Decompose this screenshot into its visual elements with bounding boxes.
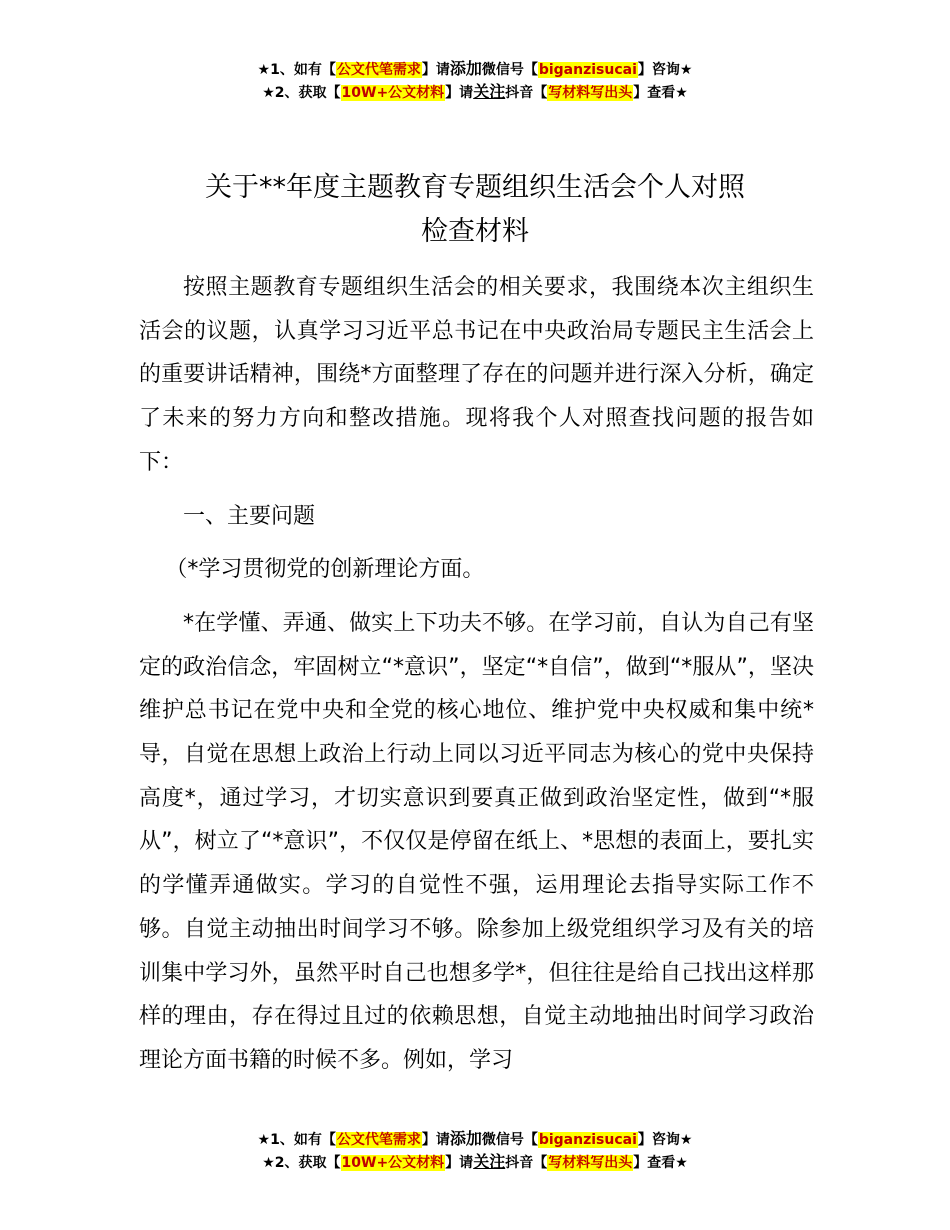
banner-highlight: 写材料写出头 bbox=[548, 1155, 633, 1171]
banner-text: ★1、如有【 bbox=[257, 1132, 336, 1148]
banner-line-1 bbox=[0, 58, 950, 81]
title-line-2: 检查材料 bbox=[421, 216, 529, 247]
banner-highlight: 公文代笔需求 bbox=[336, 62, 421, 78]
banner-text: 抖音【 bbox=[505, 1155, 548, 1171]
banner-text: 】查看★ bbox=[633, 85, 688, 101]
footer-banner bbox=[0, 1128, 950, 1174]
banner-highlight: 10W+公文材料 bbox=[341, 85, 445, 101]
banner-text: 】请 bbox=[445, 1155, 474, 1171]
title-line-1: 关于**年度主题教育专题组织生活会个人对照 bbox=[205, 172, 745, 203]
document-title bbox=[100, 166, 850, 254]
intro-paragraph: 按照主题教育专题组织生活会的相关要求，我围绕本次主组织生活会的议题，认真学习习近平总书记在中央政治局专题民主生活会上的重要讲话精神，围绕*方面整理了存在的问题并进行深入分析，确定了未来的努力方向和整改措施。现将我个人对照查找问题的报告如下： bbox=[139, 275, 814, 475]
document-body bbox=[139, 266, 814, 1083]
banner-text: ★2、获取【 bbox=[262, 1155, 341, 1171]
banner-text: ★2、获取【 bbox=[262, 85, 341, 101]
banner-highlight: 公文代笔需求 bbox=[336, 1132, 421, 1148]
banner-text: 】请 bbox=[421, 1132, 450, 1148]
banner-line-1 bbox=[0, 1128, 950, 1151]
banner-text: 】咨询★ bbox=[637, 62, 693, 78]
banner-highlight: 写材料写出头 bbox=[548, 85, 633, 101]
body-paragraph: *在学懂、弄通、做实上下功夫不够。在学习前，自认为自己有坚定的政治信念，牢固树立“*意识”，坚定“*自信”，做到“*服从”，坚决维护总书记在党中央和全党的核心地位、维护党中央权威和集中统*导，自觉在思想上政治上行动上同以习近平同志为核心的党中央保持高度*，通过学习，才切实意识到要真正做到政治坚定性，做到“*服从”，树立了“*意识”，不仅仅是停留在纸上、*思想的表面上，要扎实的学懂弄通做实。学习的自觉性不强，运用理论去指导实际工作不够。自觉主动抽出时间学习不够。除参加上级党组织学习及有关的培训集中学习外，虽然平时自己也想多学*，但往往是给自己找出这样那样的理由，存在得过且过的依赖思想，自觉主动地抽出时间学习政治理论方面书籍的时候不多。例如，学习 bbox=[139, 610, 814, 1073]
banner-text: 】查看★ bbox=[633, 1155, 688, 1171]
banner-highlight: biganzisucai bbox=[538, 62, 637, 78]
banner-text: 抖音【 bbox=[505, 85, 548, 101]
banner-text: 】请 bbox=[445, 85, 474, 101]
banner-text: 添加 bbox=[449, 59, 482, 78]
banner-text: 微信号【 bbox=[481, 62, 538, 78]
banner-text: 添加 bbox=[449, 1129, 482, 1148]
banner-text: 】请 bbox=[421, 62, 450, 78]
banner-highlight: 10W+公文材料 bbox=[341, 1155, 445, 1171]
banner-highlight: biganzisucai bbox=[538, 1132, 637, 1148]
banner-text: ★1、如有【 bbox=[257, 62, 336, 78]
header-banner bbox=[0, 58, 950, 104]
banner-text: 关注 bbox=[473, 1152, 506, 1171]
banner-text: 】咨询★ bbox=[637, 1132, 693, 1148]
section-heading: 一、主要问题 bbox=[183, 503, 316, 529]
banner-text: 关注 bbox=[473, 82, 506, 101]
banner-text: 微信号【 bbox=[481, 1132, 538, 1148]
banner-line-2 bbox=[0, 1151, 950, 1174]
subsection-heading: （*学习贯彻党的创新理论方面。 bbox=[165, 557, 485, 583]
banner-line-2 bbox=[0, 81, 950, 104]
